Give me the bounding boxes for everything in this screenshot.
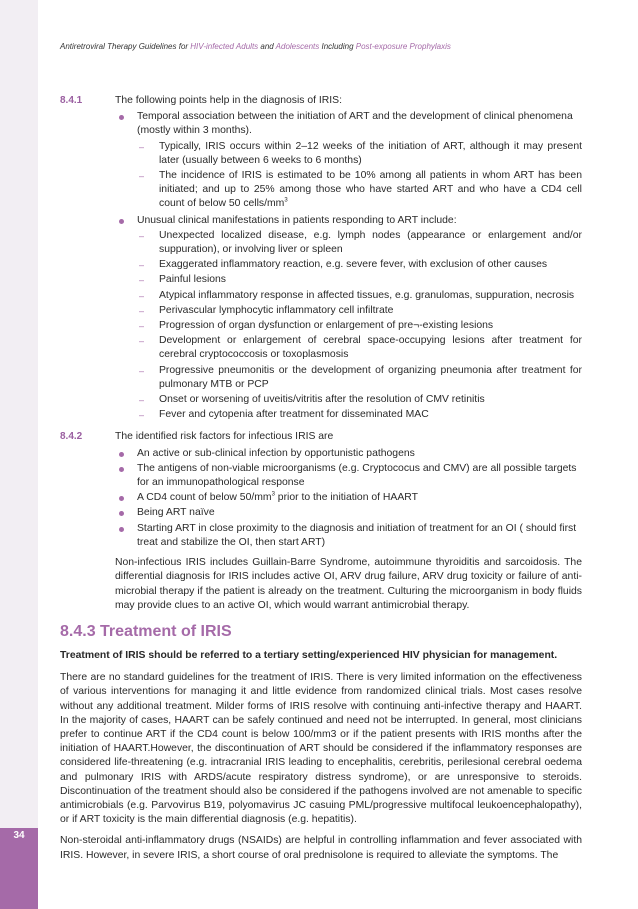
non-infectious-paragraph: Non-infectious IRIS includes Guillain-Barre Syndrome, autoimmune thyroiditis and sarcoidosis. The differential diagnosis for IRIS includes active OI, ARV drug failure, ARV drug toxicity or failure of anti-microbial therapy if the patient is already on the treatment. Culturing the microorganism in body fluids may provide clues to an active OI, which would warrant antimicrobial therapy. <box>115 557 582 611</box>
list-item: – Progression of organ dysfunction or enlargement of pre¬-existing lesions <box>137 319 582 333</box>
section-8-4-2 <box>60 430 582 444</box>
list-item <box>115 110 582 211</box>
section-intro: The identified risk factors for infectious IRIS are <box>115 431 334 443</box>
item-text: The incidence of IRIS is estimated to be 10% among all patients in whom ART has been initiated; and up to 25% among those who have started ART and who have a CD4 cell count of below 50 cells/mm <box>159 170 582 210</box>
page-content <box>60 94 582 870</box>
section-intro: The following points help in the diagnosis of IRIS: <box>115 95 342 106</box>
header-text: Antiretroviral Therapy Guidelines for <box>60 42 191 51</box>
header-highlight: HIV-infected Adults <box>190 42 259 51</box>
list-item: Starting ART in close proximity to the diagnosis and initiation of treatment for an OI ( should first treat and stabilize the OI, then start ART) <box>115 522 582 550</box>
list-item <box>137 169 582 212</box>
section-number: 8.4.1 <box>60 95 83 106</box>
list-item: – Perivascular lymphocytic inflammatory cell infiltrate <box>137 304 582 318</box>
section-8-4-1 <box>60 94 582 108</box>
list-item <box>115 491 582 505</box>
section-number: 8.4.2 <box>60 431 83 443</box>
list-item: – Unexpected localized disease, e.g. lymph nodes (appearance or enlargement and/or suppuration), or involving liver or spleen <box>137 229 582 257</box>
list-item: – Typically, IRIS occurs within 2–12 weeks of the initiation of ART, although it may present later (usually between 6 weeks to 6 months) <box>137 140 582 168</box>
nsaid-paragraph: Non-steroidal anti-inflammatory drugs (NSAIDs) are helpful in controlling inflammation and fever associated with IRIS. However, in severe IRIS, a short course of oral prednisolone is required to alleviate the symptoms. The <box>60 835 582 861</box>
list-item: – Fever and cytopenia after treatment for disseminated MAC <box>137 408 582 422</box>
list-item: An active or sub-clinical infection by opportunistic pathogens <box>115 447 582 461</box>
header-text: Including <box>319 42 356 51</box>
superscript: 3 <box>284 197 288 204</box>
list-item: – Painful lesions <box>137 273 582 287</box>
list-item: Being ART naïve <box>115 506 582 520</box>
treatment-paragraph: There are no standard guidelines for the treatment of IRIS. There is very limited information on the effectiveness of various interventions for managing it and little evidence from randomized clinical trials. Most cases resolve without any additional treatment. Milder forms of IRIS resolve with continuing anti-infective therapy and HAART. In the majority of cases, HAART can be safely continued and need not be interrupted. In general, most clinicians prefer to continue ART if the CD4 count is below 100/mm3 or if the patient presents with IRIS months after the initiation of HAART.However, the discontinuation of ART should be considered if the inflammatory responses are considered life-threatening (e.g. intracranial IRIS leading to encephalitis, cerebritis, perilesional cerebral oedema and pulmonary IRIS with ARDS/acute respiratory distress syndrome), or are unresponsive to steroids. Discontinuation of the treatment should also be considered if the pathogens involved are not amenable to specific antimicrobials (e.g. Parvovirus B19, polyomavirus JC casuing PML/progressive multifocal leukoencephalopathy), or if ART toxicity is the main differential diagnosis (e.g. hepatitis). <box>60 672 582 826</box>
list-item: – Onset or worsening of uveitis/vitritis after the resolution of CMV retinitis <box>137 393 582 407</box>
list-item: The antigens of non-viable microorganisms (e.g. Cryptococus and CMV) are all possible targets for an immunopathological response <box>115 462 582 490</box>
superscript: 3 <box>271 491 275 498</box>
page-sidebar <box>0 0 38 909</box>
header-highlight: Post-exposure Prophylaxis <box>355 42 451 51</box>
referral-statement: Treatment of IRIS should be referred to a tertiary setting/experienced HIV physician for management. <box>60 649 558 661</box>
sub-list <box>137 140 582 212</box>
diagnosis-points <box>60 110 582 422</box>
running-header <box>60 42 451 51</box>
list-item <box>115 214 582 423</box>
risk-factors <box>60 447 582 550</box>
header-highlight: Adolescents <box>275 42 320 51</box>
bullet-text: Unusual clinical manifestations in patients responding to ART include: <box>137 214 457 226</box>
sub-list <box>137 229 582 423</box>
section-heading-8-4-3: 8.4.3 Treatment of IRIS <box>60 622 232 640</box>
list-item: – Atypical inflammatory response in affected tissues, e.g. granulomas, suppuration, necrosis <box>137 289 582 303</box>
bullet-text: Temporal association between the initiation of ART and the development of clinical phenomena (mostly within 3 months). <box>137 111 573 137</box>
page-number: 34 <box>13 830 25 841</box>
list-item: – Progressive pneumonitis or the development of organizing pneumonia after treatment for pulmonary MTB or PCP <box>137 364 582 392</box>
item-text: prior to the initiation of HAART <box>274 492 418 504</box>
list-item: – Exaggerated inflammatory reaction, e.g. severe fever, with exclusion of other causes <box>137 258 582 272</box>
header-text: and <box>258 42 276 51</box>
item-text: A CD4 count of below 50/mm <box>137 492 272 504</box>
list-item: – Development or enlargement of cerebral space-occupying lesions after treatment for cerebral cryptococcosis or toxoplasmosis <box>137 334 582 362</box>
